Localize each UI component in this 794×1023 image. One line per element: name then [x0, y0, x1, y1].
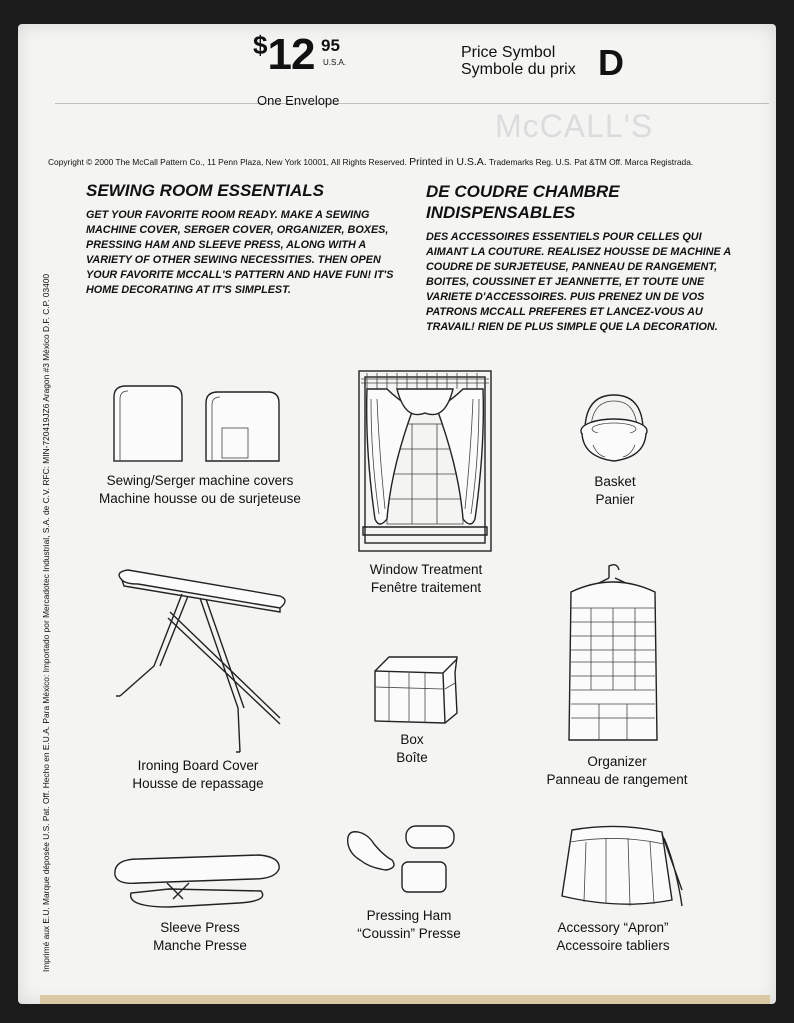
sleeve-press-illustration	[109, 849, 285, 911]
caption-fr: Boîte	[396, 750, 428, 765]
french-description: DES ACCESSOIRES ESSENTIELS POUR CELLES QUI AIMANT LA COUTURE. REALISEZ HOUSSE DE MACHINE A COUDRE DE SURJETEUSE, PANNEAU DE RANGEMENT, BOITES, COUSSINET ET JEANNETTE, ET TOUTE UNE VARIETE D'ACCESSOIRES. PUIS PRENEZ UN DE VOS PATRONS MCCALL PREFERES ET LANCEZ-VOUS AU TRAVAIL! RIEN DE PLUS SIMPLE QUE LA DECORATION.	[426, 231, 731, 333]
caption-fr: Manche Presse	[153, 938, 247, 953]
price-country: U.S.A.	[323, 58, 347, 67]
caption-fr: Accessoire tabliers	[556, 938, 670, 953]
machine-covers-illustration	[108, 383, 283, 465]
caption-en: Window Treatment	[369, 562, 483, 577]
caption-en: Ironing Board Cover	[137, 758, 259, 773]
caption-pressing-ham	[357, 907, 461, 943]
caption-fr: “Coussin” Presse	[357, 926, 461, 941]
caption-en: Box	[400, 732, 424, 747]
envelope-flap-fold	[55, 103, 769, 104]
box-illustration	[369, 653, 461, 725]
caption-ironing-board	[132, 757, 263, 793]
caption-en: Basket	[594, 474, 636, 489]
import-legal-text: Imprimé aux E.U. Marque déposée U.S. Pat. Off. Hecho en E.U.A. Para México: Importado por Mercadotec Industrial, S.A. de C.V. RFC: MIN-720419JZ6 Aragon #3 México D.F. C.P. 03400	[41, 273, 51, 972]
french-title: DE COUDRE CHAMBRE INDISPENSABLES	[426, 182, 620, 222]
english-description: GET YOUR FAVORITE ROOM READY. MAKE A SEWING MACHINE COVER, SERGER COVER, ORGANIZER, BOXES, PRESSING HAM AND SLEEVE PRESS, ALONG WITH A VARIETY OF OTHER SEWING NECESSITIES. THEN OPEN YOUR FAVORITE MCCALL'S PATTERN AND HAVE FUN! IT'S HOME DECORATING AT IT'S SIMPLEST.	[86, 209, 394, 296]
caption-fr: Fenêtre traitement	[370, 580, 482, 595]
price-symbol-letter: D	[598, 42, 624, 83]
caption-apron	[556, 919, 669, 955]
caption-machine-covers	[99, 472, 301, 508]
caption-organizer	[546, 753, 687, 789]
price-cents: 95	[321, 36, 340, 55]
brand-show-through: McCALL'S	[495, 108, 654, 144]
caption-en: Sewing/Serger machine covers	[106, 473, 294, 488]
caption-sleeve-press	[153, 919, 247, 955]
caption-en: Organizer	[587, 754, 647, 769]
caption-fr: Panier	[595, 492, 635, 507]
caption-en: Sleeve Press	[160, 920, 240, 935]
apron-illustration	[558, 822, 686, 914]
pressing-ham-illustration	[344, 822, 462, 896]
trademark-text: Trademarks Reg. U.S. Pat &TM Off. Marca Registrada.	[488, 157, 694, 167]
caption-basket	[594, 473, 635, 509]
caption-en: Accessory “Apron”	[557, 920, 669, 935]
caption-fr: Machine housse ou de surjeteuse	[99, 491, 301, 506]
organizer-illustration	[565, 562, 661, 746]
caption-en: Pressing Ham	[366, 908, 452, 923]
price-symbol-label	[461, 44, 576, 78]
english-title: SEWING ROOM ESSENTIALS	[86, 181, 325, 200]
price-dollar-sign: $	[253, 30, 268, 60]
caption-fr: Housse de repassage	[132, 776, 264, 791]
caption-window-treatment	[370, 561, 483, 597]
copyright-text: Copyright © 2000 The McCall Pattern Co., 11 Penn Plaza, New York 10001, All Rights Reserved.	[48, 157, 407, 167]
price-symbol-en: Price Symbol	[461, 44, 556, 61]
price-whole: 12	[267, 30, 315, 79]
caption-box	[396, 731, 428, 767]
ironing-board-illustration	[110, 566, 296, 756]
one-envelope-label: One Envelope	[257, 93, 340, 108]
envelope-bottom-edge	[40, 995, 770, 1004]
window-treatment-illustration	[357, 369, 493, 553]
price-symbol-fr: Symbole du prix	[461, 61, 576, 78]
printed-in: Printed in U.S.A.	[409, 156, 487, 168]
basket-illustration	[577, 393, 651, 465]
copyright-line	[48, 156, 693, 168]
price	[253, 30, 347, 80]
caption-fr: Panneau de rangement	[546, 772, 688, 787]
